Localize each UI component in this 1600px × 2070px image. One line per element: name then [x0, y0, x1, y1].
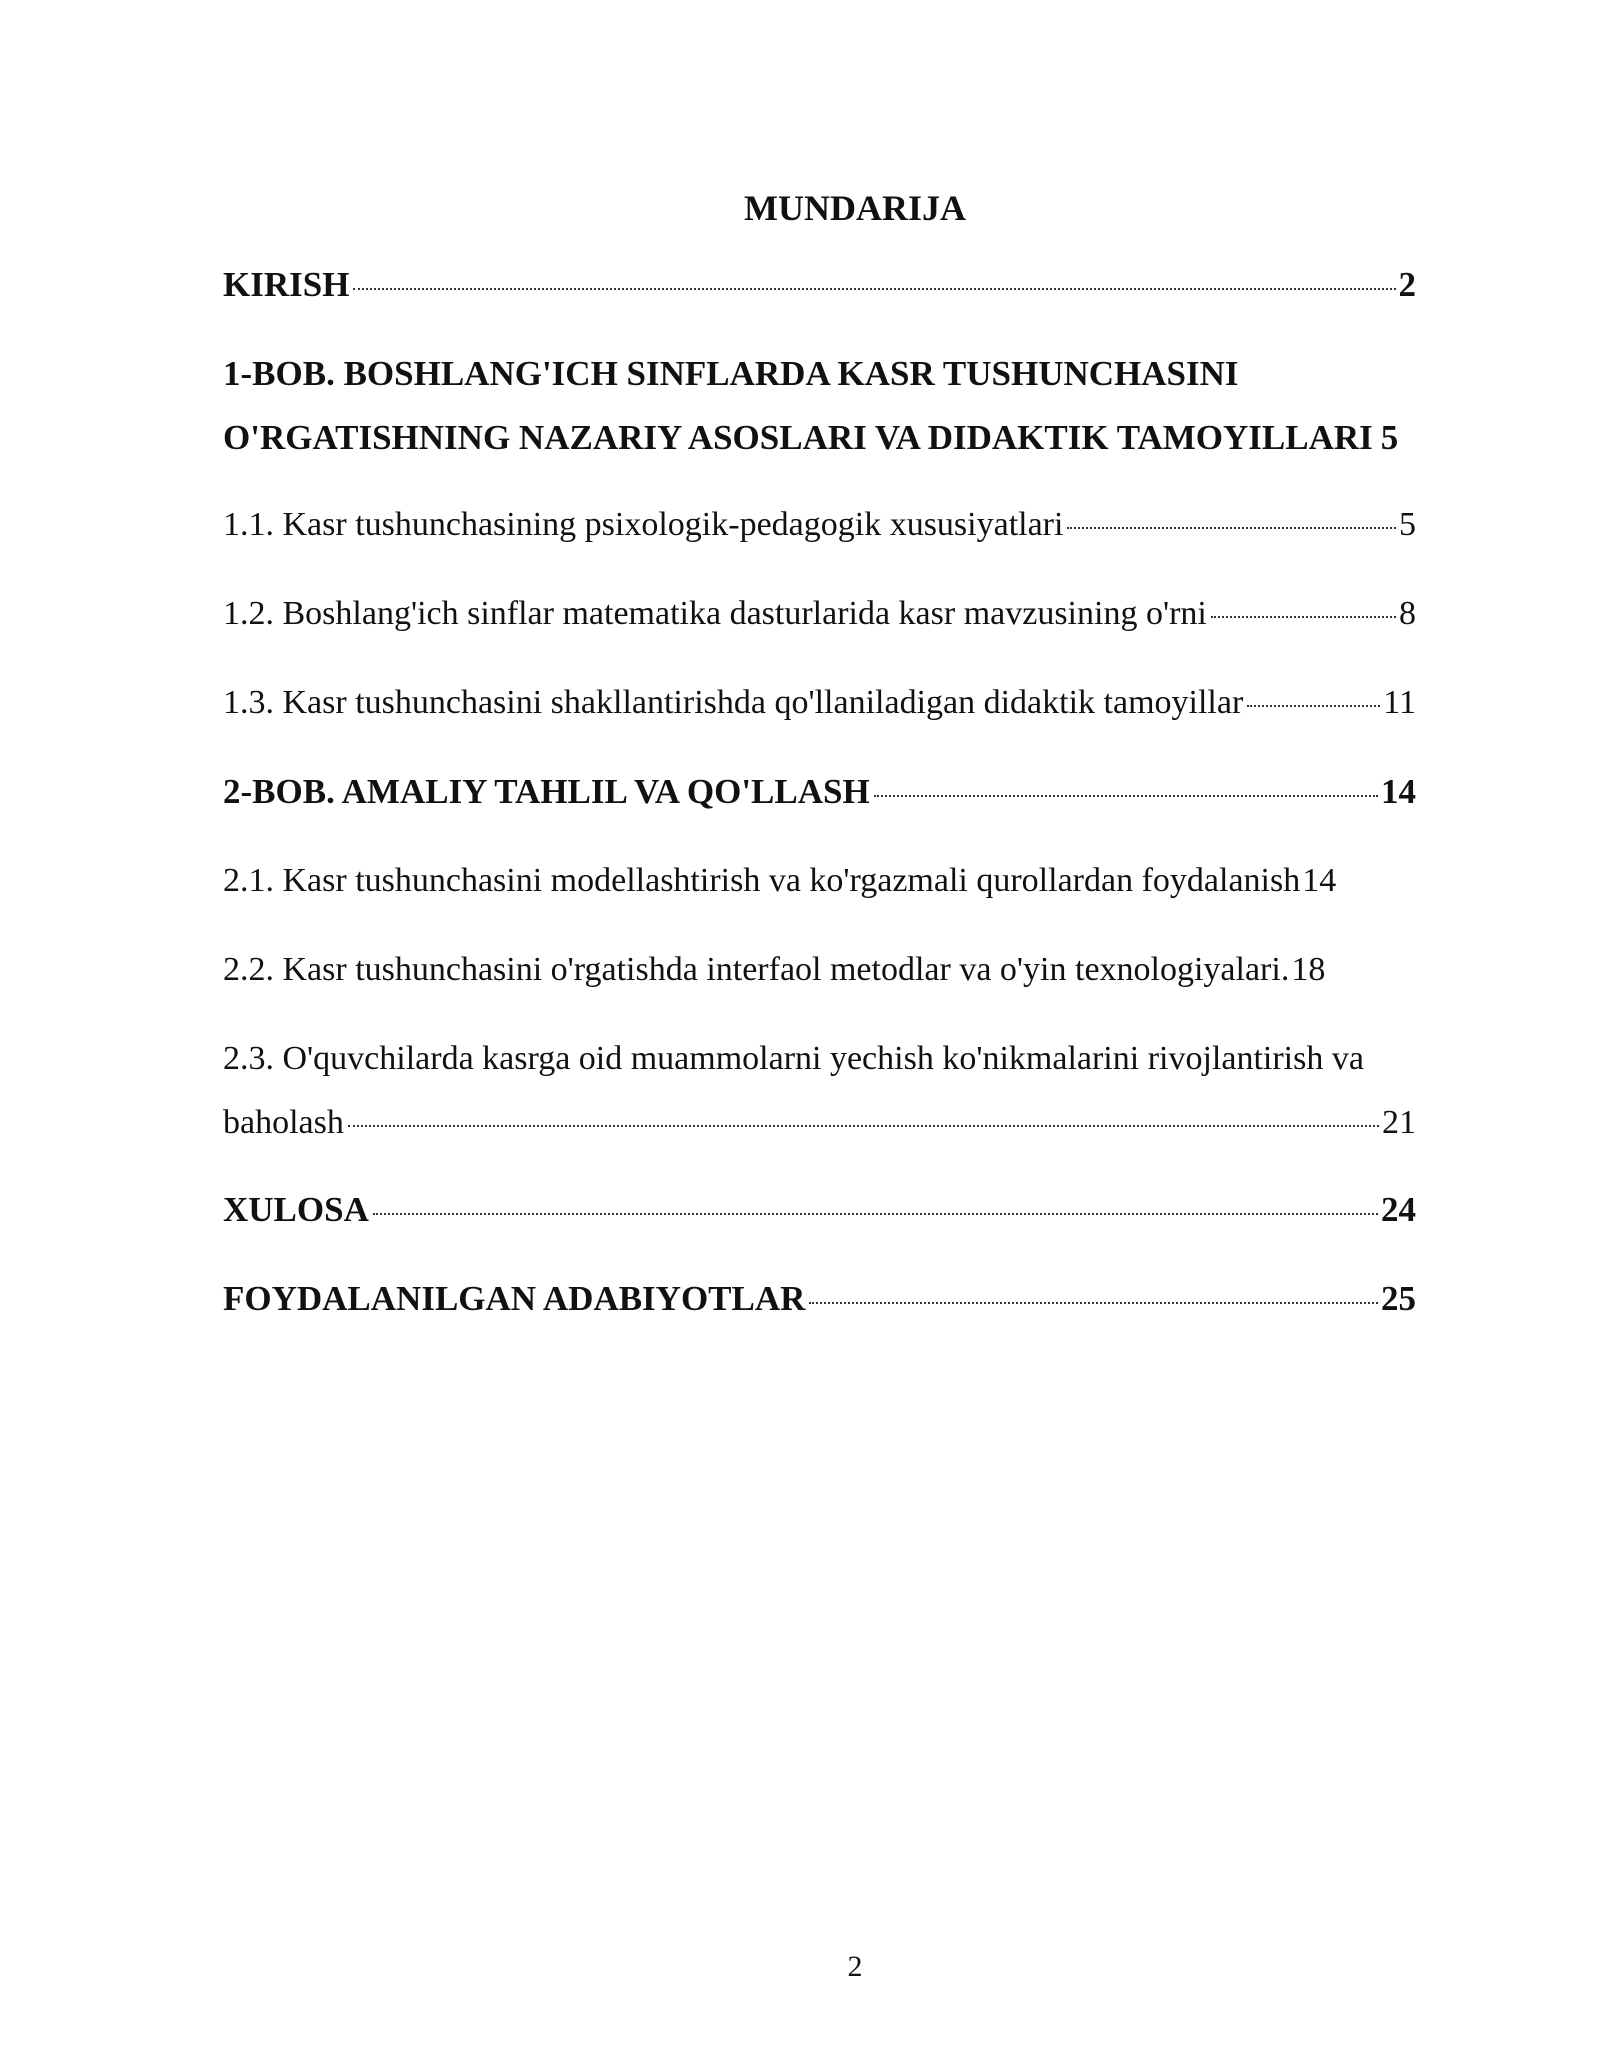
toc-page-number: 14: [1302, 862, 1337, 899]
page-title: MUNDARIJA: [744, 188, 966, 228]
toc-page-number: 25: [1381, 1279, 1416, 1318]
toc-entry-section-1-3[interactable]: [223, 671, 1416, 735]
toc-entry-section-2-2[interactable]: [223, 938, 1416, 1002]
toc-entry-text: baholash: [223, 1104, 344, 1141]
toc-page-number: 21: [1382, 1104, 1416, 1141]
toc-entry-text: KIRISH: [223, 265, 350, 304]
toc-entry-text: 2.2. Kasr tushunchasini o'rgatishda interfaol metodlar va o'yin texnologiyalari.: [223, 951, 1290, 988]
toc-entry-text: O'RGATISHNING NAZARIY ASOSLARI VA DIDAKTIK TAMOYILLARI: [223, 418, 1373, 457]
toc-entry-text: FOYDALANILGAN ADABIYOTLAR: [223, 1279, 806, 1318]
toc-entry-kirish[interactable]: [223, 253, 1416, 317]
toc-entry-text: 1.1. Kasr tushunchasining psixologik-pedagogik xususiyatlari: [223, 506, 1064, 543]
toc-dot-leader: [353, 278, 1395, 290]
toc-entry-text: 2-BOB. AMALIY TAHLIL VA QO'LLASH: [223, 772, 870, 811]
toc-page-number: 8: [1399, 595, 1416, 632]
toc-entry-section-2-1[interactable]: [223, 849, 1433, 913]
toc-entry-text: 1.2. Boshlang'ich sinflar matematika dasturlarida kasr mavzusining o'rni: [223, 595, 1207, 632]
toc-page-number: 5: [1399, 506, 1416, 543]
toc-entry-section-2-3[interactable]: [223, 1027, 1416, 1155]
page-number: 2: [847, 1950, 863, 1983]
toc-dot-leader: [373, 1203, 1378, 1215]
toc-dot-leader: [874, 785, 1378, 797]
toc-entry-text: 1.3. Kasr tushunchasini shakllantirishda qo'llaniladigan didaktik tamoyillar: [223, 684, 1244, 721]
toc-page-number: 18: [1291, 951, 1326, 988]
toc-dot-leader: [1067, 517, 1396, 529]
toc-page-number: 11: [1383, 684, 1416, 721]
toc-entry-section-1-1[interactable]: [223, 493, 1416, 557]
toc-entry-text: 2.1. Kasr tushunchasini modellashtirish va ko'rgazmali qurollardan foydalanish: [223, 862, 1301, 899]
toc-entry-references[interactable]: [223, 1267, 1416, 1331]
toc-dot-leader: [809, 1292, 1378, 1304]
toc-dot-leader: [1247, 695, 1380, 707]
toc-entry-text-line1: 2.3. O'quvchilarda kasrga oid muammolarni yechish ko'nikmalarini rivojlantirish va: [223, 1040, 1364, 1077]
toc-entry-text-line1: 1-BOB. BOSHLANG'ICH SINFLARDA KASR TUSHUNCHASINI: [223, 354, 1239, 393]
toc-dot-leader: [348, 1115, 1379, 1127]
toc-page-number: 5: [1380, 418, 1399, 457]
toc-entry-chapter-2[interactable]: [223, 760, 1416, 824]
toc-entry-xulosa[interactable]: [223, 1178, 1416, 1242]
toc-dot-leader: [1211, 606, 1396, 618]
toc-entry-section-1-2[interactable]: [223, 582, 1416, 646]
toc-page-number: 2: [1398, 265, 1416, 304]
toc-page-number: 14: [1381, 772, 1416, 811]
toc-page-number: 24: [1381, 1190, 1416, 1229]
toc-entry-text: XULOSA: [223, 1190, 369, 1229]
toc-entry-chapter-1[interactable]: [223, 342, 1416, 470]
